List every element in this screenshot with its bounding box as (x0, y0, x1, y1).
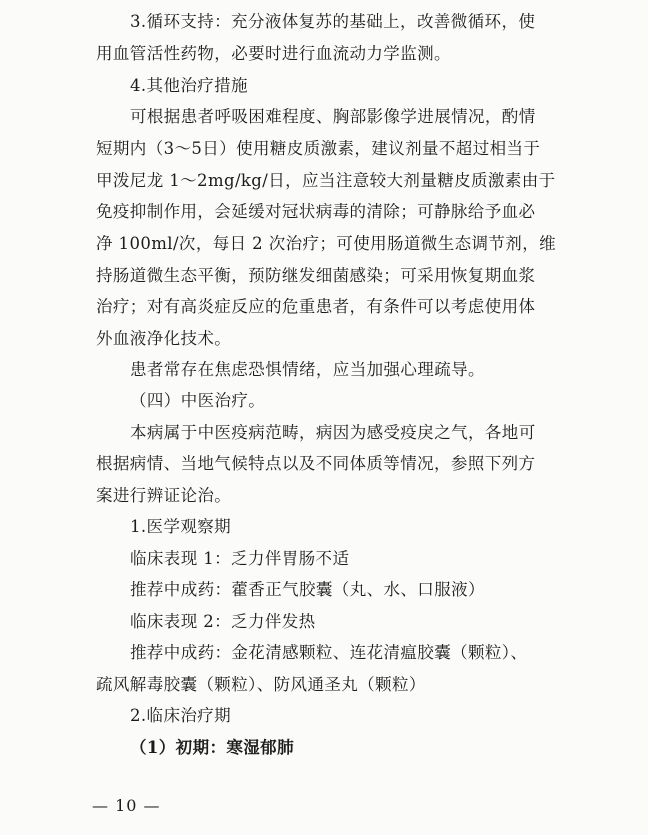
paragraph-line: 用血管活性药物，必要时进行血流动力学监测。 (96, 44, 451, 63)
paragraph-line: 患者常存在焦虑恐惧情绪，应当加强心理疏导。 (130, 360, 485, 379)
subsection-heading: （1）初期：寒湿郁肺 (130, 738, 294, 757)
paragraph-line: 治疗；对有高炎症反应的危重患者，有条件可以考虑使用体 (96, 297, 536, 316)
paragraph-line: 临床表现 2：乏力伴发热 (130, 612, 316, 631)
paragraph-line: 净 100ml/次，每日 2 次治疗；可使用肠道微生态调节剂，维 (96, 234, 557, 253)
paragraph-line: 3.循环支持：充分液体复苏的基础上，改善微循环，使 (130, 12, 536, 31)
section-heading: 4.其他治疗措施 (130, 76, 248, 95)
paragraph-line: 推荐中成药：金花清感颗粒、连花清瘟胶囊（颗粒）、 (130, 643, 528, 662)
paragraph-line: 甲泼尼龙 1～2mg/kg/日，应当注意较大剂量糖皮质激素由于 (96, 171, 556, 190)
section-heading: （四）中医治疗。 (130, 391, 266, 410)
paragraph-line: 疏风解毒胶囊（颗粒）、防风通圣丸（颗粒） (96, 675, 426, 694)
paragraph-line: 推荐中成药：藿香正气胶囊（丸、水、口服液） (130, 580, 485, 599)
paragraph-line: 外血液净化技术。 (96, 329, 232, 348)
paragraph-line: 案进行辨证论治。 (96, 486, 232, 505)
page-number: — 10 — (92, 796, 161, 815)
paragraph-line: 持肠道微生态平衡，预防继发细菌感染；可采用恢复期血浆 (96, 266, 536, 285)
section-heading: 2.临床治疗期 (130, 706, 232, 725)
paragraph-line: 临床表现 1：乏力伴胃肠不适 (130, 549, 350, 568)
paragraph-line: 免疫抑制作用，会延缓对冠状病毒的清除；可静脉给予血必 (96, 202, 536, 221)
paragraph-line: 可根据患者呼吸困难程度、胸部影像学进展情况，酌情 (130, 107, 536, 126)
paragraph-line: 根据病情、当地气候特点以及不同体质等情况，参照下列方 (96, 454, 536, 473)
section-heading: 1.医学观察期 (130, 517, 232, 536)
paragraph-line: 短期内（3～5日）使用糖皮质激素，建议剂量不超过相当于 (96, 139, 541, 158)
paragraph-line: 本病属于中医疫病范畴，病因为感受疫戾之气，各地可 (130, 423, 536, 442)
